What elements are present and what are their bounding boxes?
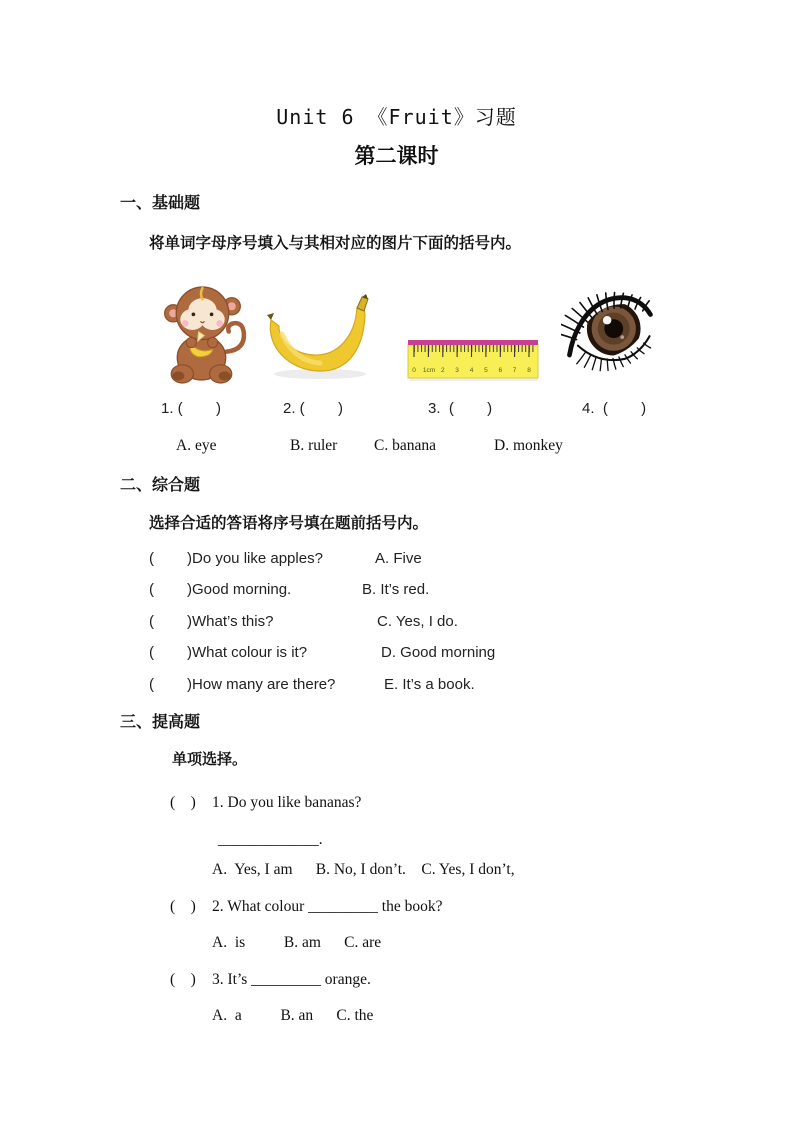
- word-option-a: A. eye: [176, 437, 217, 454]
- word-option-b: B. ruler: [290, 437, 338, 454]
- section1-instruction: 将单词字母序号填入与其相对应的图片下面的括号内。: [149, 235, 522, 252]
- match-answer: D. Good morning: [381, 644, 496, 661]
- ruler-number: 8: [527, 367, 531, 374]
- item-1-bracket: 1. ( ): [161, 400, 222, 417]
- match-row-5: [0, 676, 793, 696]
- word-option-c: C. banana: [374, 437, 436, 454]
- match-row-1: [0, 550, 793, 570]
- mc3-question: 3. It’s _________ orange.: [212, 971, 371, 988]
- section1-heading: 一、基础题: [120, 195, 201, 212]
- answer-bracket: (: [149, 644, 154, 661]
- section2-instruction: 选择合适的答语将序号填在题前括号内。: [149, 515, 429, 532]
- page-title: Unit 6 《Fruit》习题: [276, 105, 517, 129]
- ruler-number: 5: [484, 367, 488, 374]
- mc2-bracket: ( ): [170, 898, 196, 915]
- match-answer: B. It’s red.: [362, 581, 430, 598]
- match-answer: E. It’s a book.: [384, 676, 475, 693]
- section3-heading: 三、提高题: [120, 714, 201, 731]
- eye-image: [561, 280, 658, 383]
- mc2-question: 2. What colour _________ the book?: [212, 898, 443, 915]
- match-answer: C. Yes, I do.: [377, 613, 458, 630]
- ruler-number: 2: [440, 367, 445, 374]
- match-answer: A. Five: [375, 550, 422, 567]
- match-question: )Good morning.: [187, 581, 292, 598]
- monkey-image: [156, 279, 251, 386]
- answer-bracket: (: [149, 676, 154, 693]
- mc2-options: A. is B. am C. are: [212, 934, 382, 951]
- ruler-number: 7: [512, 367, 517, 374]
- mc3-bracket: ( ): [170, 971, 196, 988]
- banana-image: [258, 284, 378, 382]
- answer-bracket: (: [149, 550, 154, 567]
- page-subtitle: 第二课时: [354, 145, 439, 168]
- ruler-number: 4: [469, 367, 474, 374]
- item-2-bracket: 2. ( ): [283, 400, 344, 417]
- word-option-d: D. monkey: [494, 437, 563, 454]
- item-3-bracket: 3. ( ): [428, 400, 493, 417]
- mc1-options: A. Yes, I am B. No, I don’t. C. Yes, I don’t,: [212, 861, 515, 878]
- ruler-number: 0: [412, 367, 416, 374]
- answer-bracket: (: [149, 613, 154, 630]
- ruler-image: [407, 330, 540, 384]
- section3-instruction: 单项选择。: [172, 751, 248, 768]
- mc1-answer-line: _____________.: [218, 831, 323, 848]
- mc1-question: 1. Do you like bananas?: [212, 794, 362, 811]
- match-question: )What’s this?: [187, 613, 274, 630]
- match-row-2: [0, 581, 793, 601]
- mc1-bracket: ( ): [170, 794, 196, 811]
- answer-bracket: (: [149, 581, 154, 598]
- ruler-number: 6: [498, 367, 503, 374]
- ruler-number: 1cm: [422, 367, 436, 374]
- ruler-number: 3: [455, 367, 459, 374]
- section2-heading: 二、综合题: [120, 477, 201, 494]
- match-question: )Do you like apples?: [187, 550, 323, 567]
- match-question: )How many are there?: [187, 676, 336, 693]
- match-question: )What colour is it?: [187, 644, 308, 661]
- mc3-options: A. a B. an C. the: [212, 1007, 374, 1024]
- item-4-bracket: 4. ( ): [582, 400, 647, 417]
- match-row-3: [0, 613, 793, 633]
- match-row-4: [0, 644, 793, 664]
